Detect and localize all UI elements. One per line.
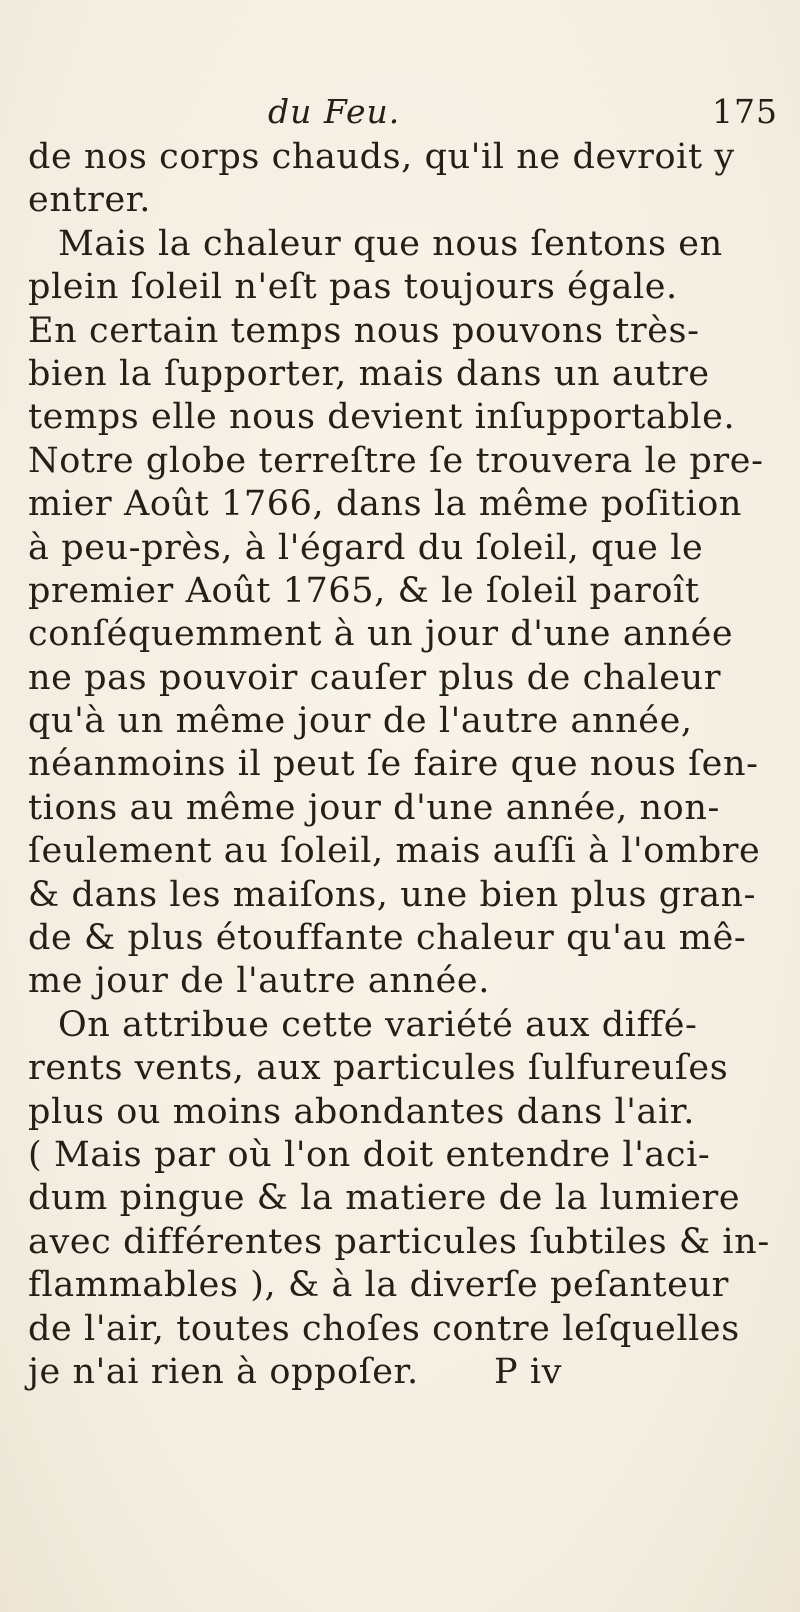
text-line: bien la ſupporter, mais dans un autre (28, 353, 710, 394)
text-line-last (28, 1351, 778, 1394)
text-line: & dans les maiſons, une bien plus gran- (28, 874, 757, 915)
text-line: avec différentes particules ſubtiles & in- (28, 1221, 770, 1262)
body-text (28, 136, 778, 1394)
text-line: En certain temps nous pouvons très- (28, 310, 700, 351)
text-line: de & plus étouffante chaleur qu'au mê- (28, 918, 747, 959)
last-line-text: je n'ai rien à oppoſer. (28, 1351, 419, 1392)
text-line: me jour de l'autre année. (28, 961, 490, 1002)
text-line: On attribue cette variété aux diffé- (58, 1004, 698, 1045)
text-line: conſéquemment à un jour d'une année (28, 614, 734, 655)
text-line: plein ſoleil n'eſt pas toujours égale. (28, 267, 678, 308)
text-line: Mais la chaleur que nous ſentons en (58, 223, 723, 264)
text-line: ſeulement au ſoleil, mais auſſi à l'ombre (28, 831, 761, 872)
text-line: premier Août 1765, & le ſoleil paroît (28, 570, 700, 611)
text-line: de nos corps chauds, qu'il ne devroit y (28, 137, 735, 177)
text-line: ( Mais par où l'on doit entendre l'aci- (28, 1134, 711, 1175)
text-line: tions au même jour d'une année, non- (28, 787, 720, 828)
text-line: plus ou moins abondantes dans l'air. (28, 1091, 695, 1132)
text-line: entrer. (28, 180, 151, 221)
text-line: mier Août 1766, dans la même poſition (28, 484, 743, 525)
text-line: à peu-près, à l'égard du ſoleil, que le (28, 527, 704, 568)
text-line: Notre globe terreſtre ſe trouvera le pre- (28, 440, 764, 481)
text-line: ne pas pouvoir cauſer plus de chaleur (28, 657, 722, 698)
text-line: qu'à un même jour de l'autre année, (28, 701, 693, 742)
running-head (0, 92, 800, 136)
signature-mark: P iv (494, 1351, 563, 1392)
text-line: dum pingue & la matiere de la lumiere (28, 1178, 741, 1219)
text-line: temps elle nous devient inſupportable. (28, 397, 736, 438)
text-line: rents vents, aux particules ſulfureuſes (28, 1048, 729, 1089)
text-line: néanmoins il peut ſe faire que nous ſen- (28, 744, 759, 785)
running-title: du Feu. (268, 92, 401, 131)
text-line: de l'air, toutes choſes contre leſquelles (28, 1308, 740, 1349)
text-line: flammables ), & à la diverſe peſanteur (28, 1265, 729, 1306)
page-number: 175 (712, 92, 778, 131)
